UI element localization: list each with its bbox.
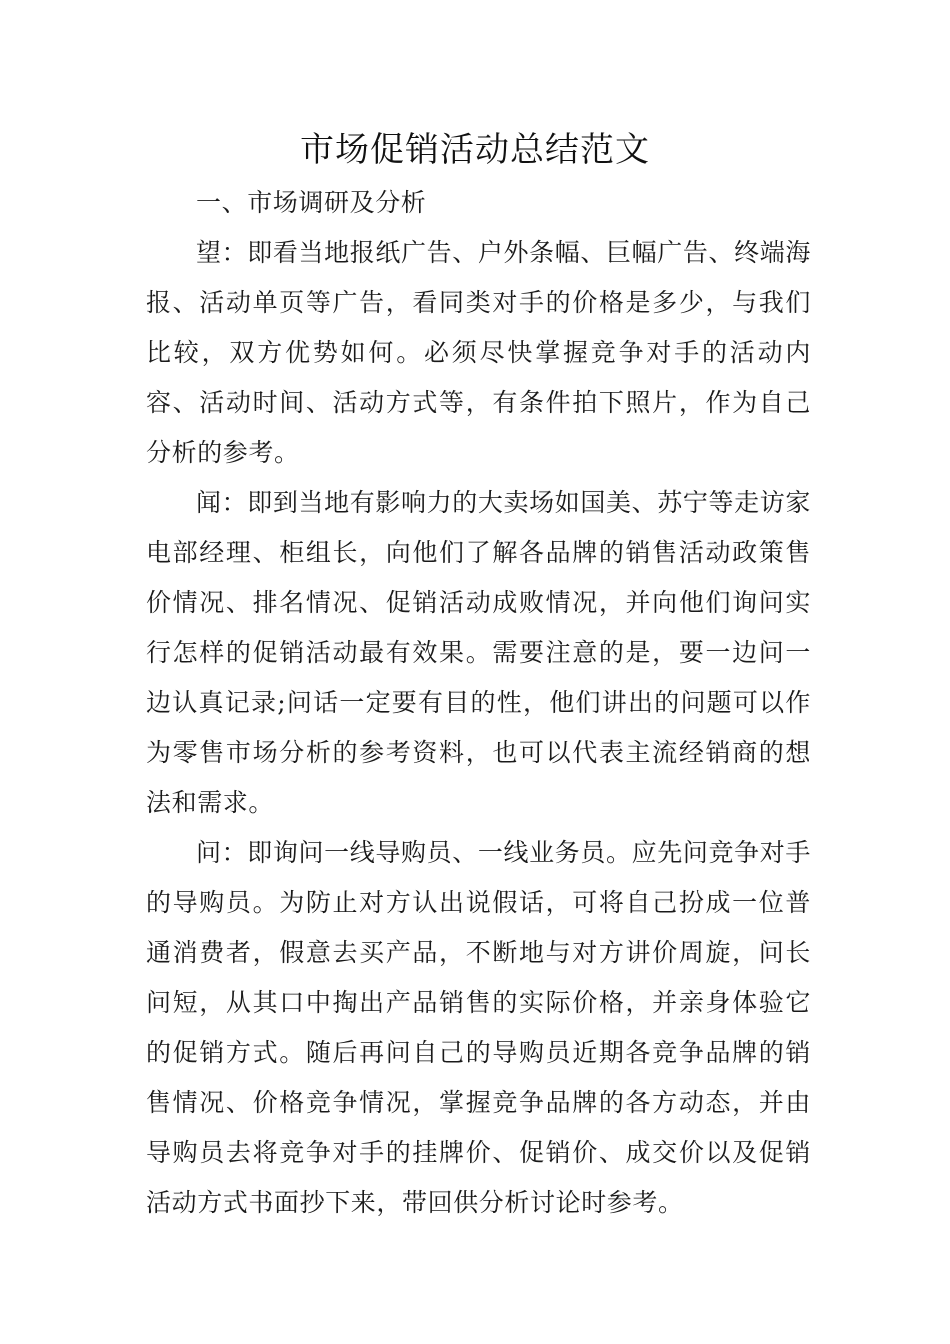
section-heading: 一、市场调研及分析 — [196, 188, 427, 217]
paragraph-wen: 闻：即到当地有影响力的大卖场如国美、苏宁等走访家电部经理、柜组长，向他们了解各品牌的销售活动政策售价情况、排名情况、促销活动成败情况，并向他们询问实行怎样的促销活动最有效果。需要注意的是，要一边问一边认真记录;问话一定要有目的性，他们讲出的问题可以作为零售市场分析的参考资料，也可以代表主流经销商的想法和需求。 — [146, 488, 811, 817]
paragraph-ask: 问：即询问一线导购员、一线业务员。应先问竞争对手的导购员。为防止对方认出说假话，可将自己扮成一位普通消费者，假意去买产品，不断地与对方讲价周旋，问长问短，从其口中掏出产品销售的实际价格，并亲身体验它的促销方式。随后再问自己的导购员近期各竞争品牌的销售情况、价格竞争情况，掌握竞争品牌的各方动态，并由导购员去将竞争对手的挂牌价、促销价、成交价以及促销活动方式书面抄下来，带回供分析讨论时参考。 — [146, 838, 811, 1217]
document-body — [146, 178, 811, 1228]
paragraph-wang: 望：即看当地报纸广告、户外条幅、巨幅广告、终端海报、活动单页等广告，看同类对手的价格是多少，与我们比较，双方优势如何。必须尽快掌握竞争对手的活动内容、活动时间、活动方式等，有条件拍下照片，作为自己分析的参考。 — [146, 238, 811, 467]
document-title: 市场促销活动总结范文 — [300, 130, 650, 170]
